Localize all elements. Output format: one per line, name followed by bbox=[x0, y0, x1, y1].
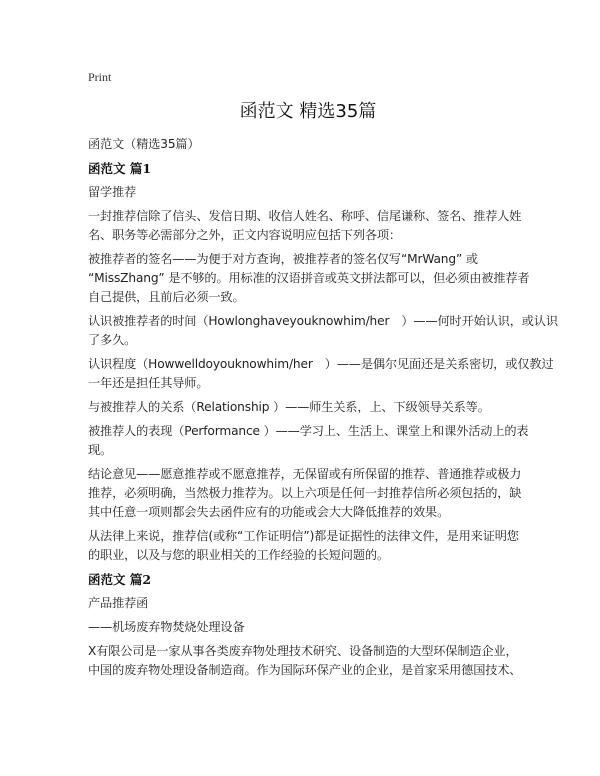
paragraph-line: 与被推荐人的关系（Relationship ）——师生关系，上、下级领导关系等。 bbox=[88, 400, 490, 414]
paragraph-line: 认识被推荐者的时间（Howlonghaveyouknowhim/her ）——何时开始认识，或认识 bbox=[88, 314, 558, 328]
paragraph-line: 的职业，以及与您的职业相关的工作经验的长短问题的。 bbox=[88, 548, 389, 562]
paragraph-line: 自己提供，且前后必须一致。 bbox=[88, 290, 245, 304]
paragraph bbox=[88, 250, 528, 307]
section-heading: 函范文 篇1 bbox=[88, 161, 152, 176]
paragraph-line: 其中任意一项则都会失去函件应有的功能或会大大降低推荐的效果。 bbox=[88, 505, 450, 519]
paragraph-line: 一年还是担任其导师。 bbox=[88, 376, 209, 390]
paragraph bbox=[88, 422, 528, 460]
paragraph-line: ——机场废弃物焚烧处理设备 bbox=[88, 620, 245, 634]
paragraph-line: 了多久。 bbox=[88, 333, 137, 347]
paragraph-line: 现。 bbox=[88, 443, 113, 457]
document-subtitle: 函范文（精选35篇） bbox=[88, 137, 200, 151]
paragraph bbox=[88, 642, 528, 680]
section-heading: 函范文 篇2 bbox=[88, 572, 152, 587]
document-title: 函范文 精选35篇 bbox=[239, 101, 377, 122]
paragraph bbox=[88, 618, 528, 637]
paragraph-line: “MissZhang” 是不够的。用标准的汉语拼音或英文拼法都可以，但必须由被推荐者 bbox=[88, 271, 530, 285]
paragraph bbox=[88, 398, 528, 417]
paragraph bbox=[88, 355, 554, 393]
paragraph-line: 产品推荐函 bbox=[88, 596, 149, 610]
document-body bbox=[88, 159, 558, 680]
paragraph-line: 留学推荐 bbox=[88, 185, 137, 199]
paragraph-line: 中国的废弃物处理设备制造商。作为国际环保产业的企业，是首家采用德国技术、 bbox=[88, 663, 522, 677]
paragraph bbox=[88, 183, 528, 202]
paragraph bbox=[88, 527, 528, 565]
paragraph-line: 一封推荐信除了信头、发信日期、收信人姓名、称呼、信尾谦称、签名、推荐人姓 bbox=[88, 209, 522, 223]
paragraph-line: 结论意见——愿意推荐或不愿意推荐，无保留或有所保留的推荐、普通推荐或极力 bbox=[88, 467, 522, 481]
paragraph-line: 名、职务等必需部分之外，正文内容说明应包括下列各项： bbox=[88, 228, 401, 242]
print-label: Print bbox=[88, 70, 112, 84]
document-page bbox=[88, 70, 558, 685]
paragraph-line: 被推荐人的表现（Performance ）——学习上、生活上、课堂上和课外活动上的表 bbox=[88, 424, 529, 438]
paragraph-line: X有限公司是一家从事各类废弃物处理技术研究、设备制造的大型环保制造企业， bbox=[88, 644, 518, 658]
paragraph-line: 从法律上来说，推荐信(或称“工作证明信”)都是证据性的法律文件，是用来证明您 bbox=[88, 529, 519, 543]
paragraph bbox=[88, 312, 558, 350]
paragraph bbox=[88, 207, 528, 245]
paragraph-line: 推荐，必须明确，当然极力推荐为。以上六项是任何一封推荐信所必须包括的，缺 bbox=[88, 486, 522, 500]
paragraph bbox=[88, 594, 528, 613]
paragraph-line: 被推荐者的签名——为便于对方查询，被推荐者的签名仅写“MrWang” 或 bbox=[88, 252, 478, 266]
paragraph bbox=[88, 465, 528, 522]
paragraph-line: 认识程度（Howwelldoyouknowhim/her ）——是偶尔见面还是关系密切，或仅教过 bbox=[88, 357, 554, 371]
